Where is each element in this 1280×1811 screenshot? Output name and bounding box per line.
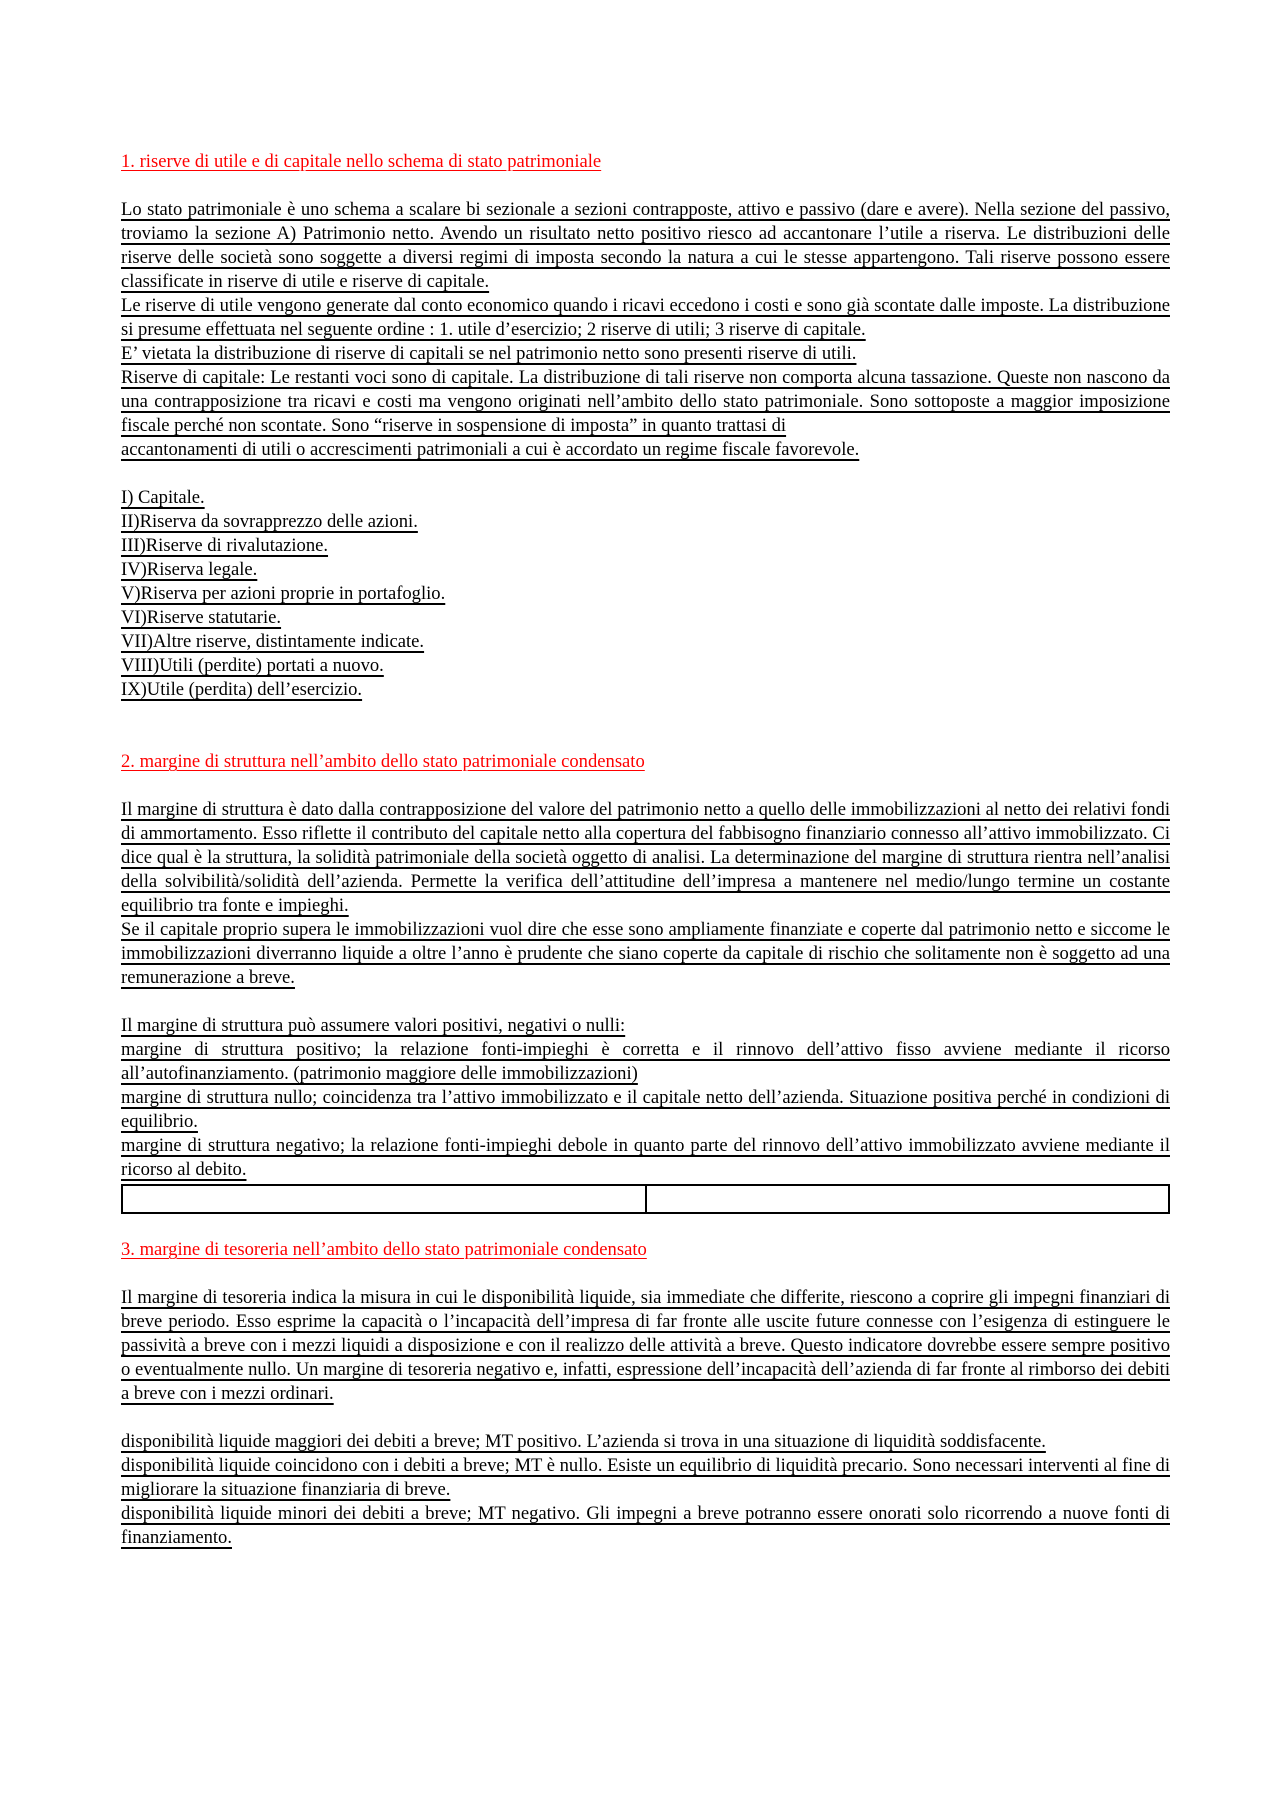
table-cell [123, 1186, 645, 1212]
list-item: V)Riserva per azioni proprie in portafoglio. [121, 583, 446, 604]
list-item: I) Capitale. [121, 487, 205, 508]
section-2-heading: 2. margine di struttura nell’ambito dello stato patrimoniale condensato [121, 751, 645, 772]
section-1-heading: 1. riserve di utile e di capitale nello schema di stato patrimoniale [121, 151, 602, 172]
empty-table [121, 1184, 1170, 1214]
section-2-case: margine di struttura negativo; la relazione fonti-impieghi debole in quanto parte del rinnovo dell’attivo immobilizzato avviene mediante il ricorso al debito. [121, 1135, 1170, 1180]
section-3-heading: 3. margine di tesoreria nell’ambito dello stato patrimoniale condensato [121, 1239, 647, 1260]
reserves-list [121, 486, 1170, 702]
document-body [121, 150, 1170, 1550]
section-1-paragraph: accantonamenti di utili o accrescimenti patrimoniali a cui è accordato un regime fiscale favorevole. [121, 439, 860, 460]
section-1-paragraph: Riserve di capitale: Le restanti voci sono di capitale. La distribuzione di tali riserve non comporta alcuna tassazione. Queste non nascono da una contrapposizione tra ricavi e costi ma vengono originati nell’ambito dello stato patrimoniale. Sono sottoposte a maggior imposizione fiscale perché non scontate. Sono “riserve in sospensione di imposta” in quanto trattasi di [121, 367, 1170, 436]
list-item: III)Riserve di rivalutazione. [121, 535, 329, 556]
list-item: IV)Riserva legale. [121, 559, 258, 580]
section-3-case: disponibilità liquide coincidono con i debiti a breve; MT è nullo. Esiste un equilibrio di liquidità precario. Sono necessari interventi al fine di migliorare la situazione finanziaria di breve. [121, 1455, 1170, 1500]
section-2-paragraph: Il margine di struttura è dato dalla contrapposizione del valore del patrimonio netto a quello delle immobilizzazioni al netto dei relativi fondi di ammortamento. Esso riflette il contributo del capitale netto alla copertura del fabbisogno finanziario connesso all’attivo immobilizzato. Ci dice qual è la struttura, la solidità patrimoniale della società oggetto di analisi. La determinazione del margine di struttura rientra nell’analisi della solvibilità/solidità dell’azienda. Permette la verifica dell’attitudine dell’impresa a mantenere nel medio/lungo termine un costante equilibrio tra fonte e impieghi. [121, 799, 1170, 916]
section-1-paragraph: E’ vietata la distribuzione di riserve di capitali se nel patrimonio netto sono presenti riserve di utili. [121, 343, 857, 364]
section-3-case: disponibilità liquide maggiori dei debiti a breve; MT positivo. L’azienda si trova in una situazione di liquidità soddisfacente. [121, 1431, 1046, 1452]
list-item: VIII)Utili (perdite) portati a nuovo. [121, 655, 384, 676]
section-2-paragraph: Se il capitale proprio supera le immobilizzazioni vuol dire che esse sono ampliamente finanziate e coperte dal patrimonio netto e siccome le immobilizzazioni diverranno liquide a oltre l’anno è prudente che siano coperte da capitale di rischio che solitamente non è soggetto ad una remunerazione a breve. [121, 919, 1170, 988]
list-item: IX)Utile (perdita) dell’esercizio. [121, 679, 363, 700]
section-3-case: disponibilità liquide minori dei debiti a breve; MT negativo. Gli impegni a breve potranno essere onorati solo ricorrendo a nuove fonti di finanziamento. [121, 1503, 1170, 1548]
section-1-paragraph: Lo stato patrimoniale è uno schema a scalare bi sezionale a sezioni contrapposte, attivo e passivo (dare e avere). Nella sezione del passivo, troviamo la sezione A) Patrimonio netto. Avendo un risultato netto positivo riesco ad accantonare l’utile a riserva. Le distribuzioni delle riserve delle società sono soggette a diversi regimi di imposta secondo la natura a cui le stesse appartengono. Tali riserve possono essere classificate in riserve di utile e riserve di capitale. [121, 199, 1170, 292]
section-2-case: margine di struttura nullo; coincidenza tra l’attivo immobilizzato e il capitale netto dell’azienda. Situazione positiva perché in condizioni di equilibrio. [121, 1087, 1170, 1132]
section-2-case: margine di struttura positivo; la relazione fonti-impieghi è corretta e il rinnovo dell’attivo fisso avviene mediante il ricorso all’autofinanziamento. (patrimonio maggiore delle immobilizzazioni) [121, 1039, 1170, 1084]
section-1-paragraph: Le riserve di utile vengono generate dal conto economico quando i ricavi eccedono i costi e sono già scontate dalle imposte. La distribuzione si presume effettuata nel seguente ordine : 1. utile d’esercizio; 2 riserve di utili; 3 riserve di capitale. [121, 295, 1170, 340]
list-item: VI)Riserve statutarie. [121, 607, 282, 628]
list-item: VII)Altre riserve, distintamente indicate. [121, 631, 425, 652]
table-cell [645, 1186, 1169, 1212]
section-2-cases-intro: Il margine di struttura può assumere valori positivi, negativi o nulli: [121, 1015, 626, 1036]
list-item: II)Riserva da sovrapprezzo delle azioni. [121, 511, 418, 532]
section-3-paragraph: Il margine di tesoreria indica la misura in cui le disponibilità liquide, sia immediate che differite, riescono a coprire gli impegni finanziari di breve periodo. Esso esprime la capacità o l’incapacità dell’impresa di far fronte alle uscite future connesse con l’esigenza di estinguere le passività a breve con i mezzi liquidi a disposizione e con il realizzo delle attività a breve. Questo indicatore dovrebbe essere sempre positivo o eventualmente nullo. Un margine di tesoreria negativo e, infatti, espressione dell’incapacità dell’azienda di far fronte al rimborso dei debiti a breve con i mezzi ordinari. [121, 1287, 1170, 1404]
